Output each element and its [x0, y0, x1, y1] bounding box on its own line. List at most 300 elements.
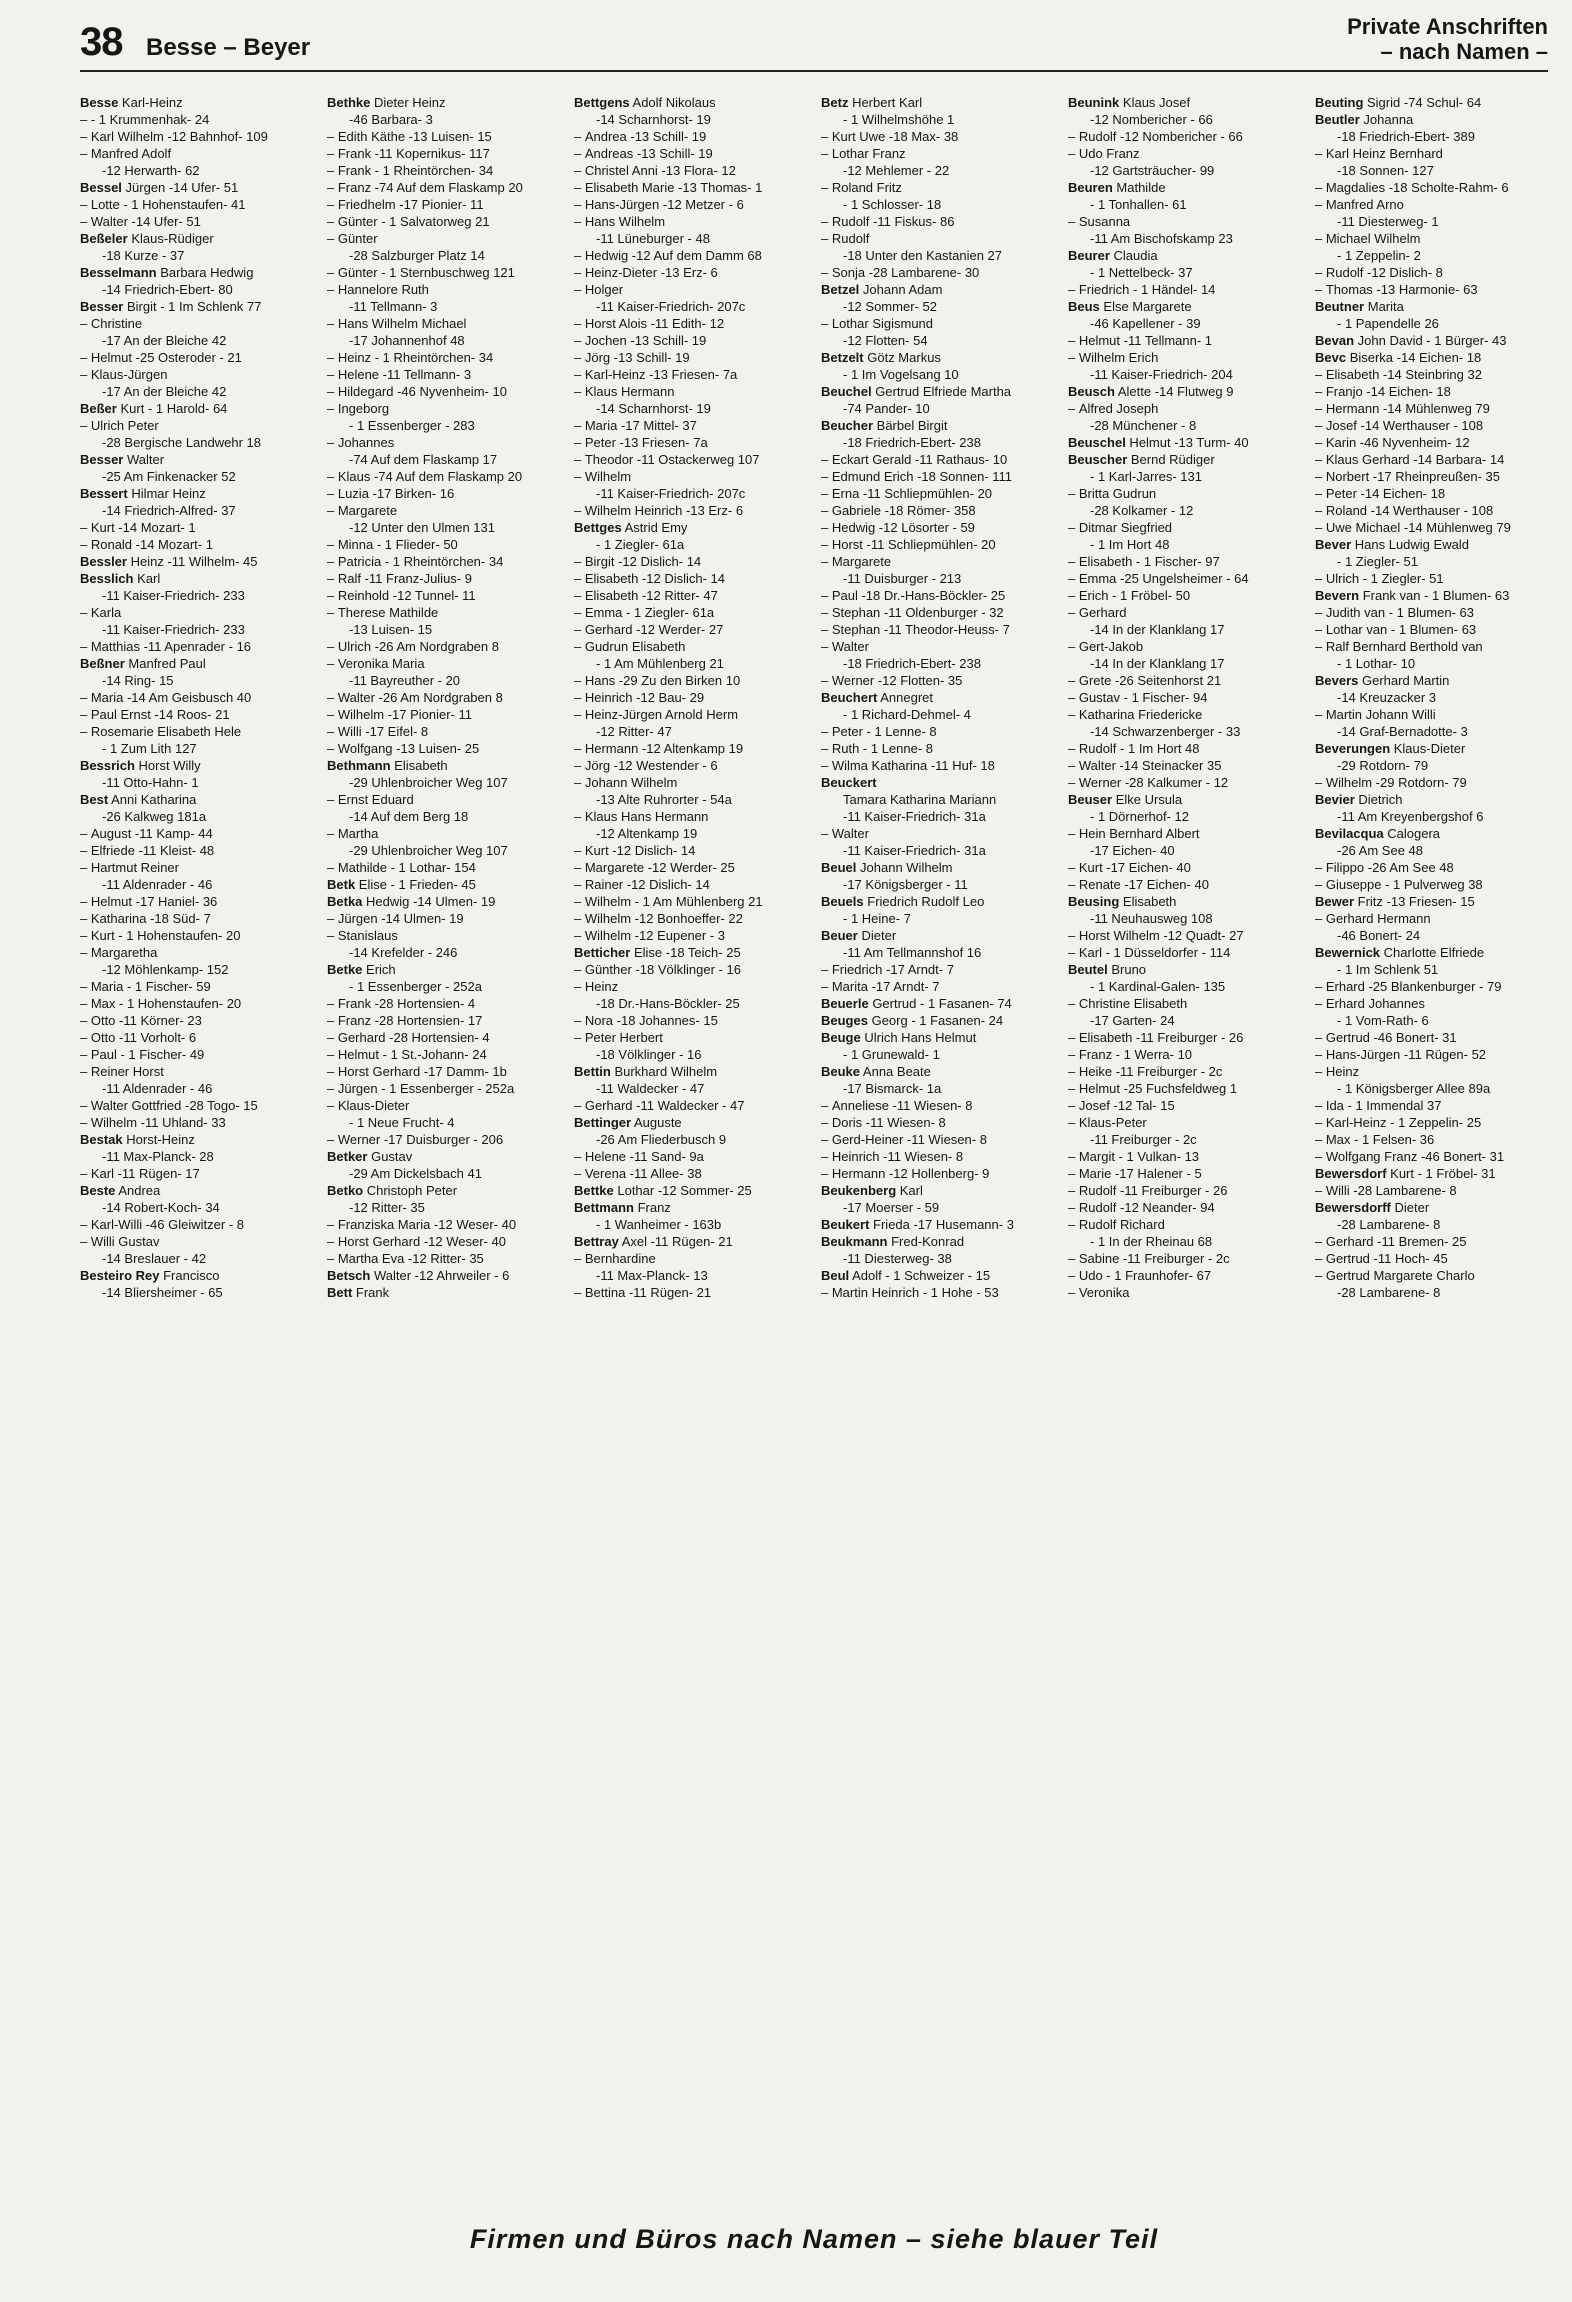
entry-detail: Horst Willy: [134, 758, 201, 773]
sub-entry: – Grete -26 Seitenhorst 21: [1068, 672, 1301, 689]
sub-entry: – Heike -11 Freiburger - 2c: [1068, 1063, 1301, 1080]
address-line: -17 Garten- 24: [1090, 1013, 1175, 1028]
sub-entry: – Elfriede -11 Kleist- 48: [80, 842, 313, 859]
surname-entry: [821, 281, 1054, 298]
sub-entry: – Josef -12 Tal- 15: [1068, 1097, 1301, 1114]
section-title: [1347, 14, 1548, 64]
sub-entry: – Stanislaus: [327, 927, 560, 944]
address-line: -28 Salzburger Platz 14: [349, 248, 485, 263]
sub-entry: – Karl-Heinz - 1 Zeppelin- 25: [1315, 1114, 1548, 1131]
entry-detail: Johann Adam: [859, 282, 943, 297]
sub-entry: – Horst Gerhard -12 Weser- 40: [327, 1233, 560, 1250]
sub-entry: – Helene -11 Sand- 9a: [574, 1148, 807, 1165]
address-line: -11 Neuhausweg 108: [1090, 911, 1213, 926]
sub-entry: – Verena -11 Allee- 38: [574, 1165, 807, 1182]
sub-entry: – Wilhelm -29 Rotdorn- 79: [1315, 774, 1548, 791]
sub-entry: – Wilhelm: [574, 468, 807, 485]
sub-entry: – Matthias -11 Apenrader - 16: [80, 638, 313, 655]
sub-entry: – Hans Wilhelm Michael: [327, 315, 560, 332]
surname: Betke: [327, 962, 363, 977]
surname-entry: [80, 264, 313, 281]
sub-entry: – Gabriele -18 Römer- 358: [821, 502, 1054, 519]
entry-detail: Friedrich Rudolf Leo: [863, 894, 985, 909]
address-line: -11 Aldenrader - 46: [102, 1081, 213, 1096]
address-line: -11 Am Tellmannshof 16: [843, 945, 982, 960]
surname-entry: [1068, 961, 1301, 978]
address-line: -13 Alte Ruhrorter - 54a: [596, 792, 732, 807]
sub-entry: – Gertrud Margarete Charlo: [1315, 1267, 1548, 1284]
address-line: - 1 Im Schlenk 51: [1337, 962, 1439, 977]
address-line: -12 Sommer- 52: [843, 299, 937, 314]
surname: Beverungen: [1315, 741, 1391, 756]
surname-entry: [80, 757, 313, 774]
address-line: - 1 Lothar- 10: [1337, 656, 1416, 671]
entry-detail: Christoph Peter: [363, 1183, 458, 1198]
sub-entry: – Rudolf -12 Neander- 94: [1068, 1199, 1301, 1216]
entry-detail: Karl: [133, 571, 161, 586]
surname: Bevc: [1315, 350, 1347, 365]
listing-column-6: [1315, 94, 1548, 2210]
surname: Beßner: [80, 656, 125, 671]
sub-entry: – Hans Wilhelm: [574, 213, 807, 230]
sub-entry: – Kurt - 1 Hohenstaufen- 20: [80, 927, 313, 944]
entry-detail: Alette -14 Flutweg 9: [1114, 384, 1234, 399]
sub-entry: – Erich - 1 Fröbel- 50: [1068, 587, 1301, 604]
sub-entry: – Walter -14 Steinacker 35: [1068, 757, 1301, 774]
address-line: -17 Moerser - 59: [843, 1200, 940, 1215]
entry-detail: Horst-Heinz: [122, 1132, 195, 1147]
surname-entry: [80, 230, 313, 247]
sub-entry: – Marita -17 Arndt- 7: [821, 978, 1054, 995]
entry-detail: Burkhard Wilhelm: [610, 1064, 718, 1079]
address-line: -11 Max-Planck- 28: [102, 1149, 214, 1164]
sub-entry: – Udo - 1 Fraunhofer- 67: [1068, 1267, 1301, 1284]
surname-entry: [80, 485, 313, 502]
sub-entry: – Rudolf -12 Nombericher - 66: [1068, 128, 1301, 145]
entry-detail: Kurt - 1 Fröbel- 31: [1386, 1166, 1496, 1181]
surname-entry: [1315, 536, 1548, 553]
entry-detail: Erich: [362, 962, 396, 977]
address-line: - 1 Wanheimer - 163b: [596, 1217, 722, 1232]
surname: Besser: [80, 452, 124, 467]
sub-entry: – Helmut - 1 St.-Johann- 24: [327, 1046, 560, 1063]
entry-detail: Gerhard Martin: [1358, 673, 1450, 688]
sub-entry: – Maria -14 Am Geisbusch 40: [80, 689, 313, 706]
address-line: - 1 Grunewald- 1: [843, 1047, 940, 1062]
surname: Betzelt: [821, 350, 864, 365]
sub-entry: – Hedwig -12 Lösorter - 59: [821, 519, 1054, 536]
address-line: -18 Dr.-Hans-Böckler- 25: [596, 996, 740, 1011]
surname: Bettmann: [574, 1200, 634, 1215]
address-line: -11 Waldecker - 47: [596, 1081, 705, 1096]
sub-entry: – Karl Wilhelm -12 Bahnhof- 109: [80, 128, 313, 145]
surname-entry: [821, 1029, 1054, 1046]
surname-entry: [1068, 434, 1301, 451]
address-line: -11 Diesterweg- 1: [1337, 214, 1439, 229]
address-line: -26 Am Fliederbusch 9: [596, 1132, 727, 1147]
surname: Beuting: [1315, 95, 1364, 110]
surname-entry: [821, 383, 1054, 400]
sub-entry: – Willi Gustav: [80, 1233, 313, 1250]
surname: Bevers: [1315, 673, 1359, 688]
surname-entry: [574, 519, 807, 536]
sub-entry: – Roland -14 Werthauser - 108: [1315, 502, 1548, 519]
sub-entry: – Manfred Adolf: [80, 145, 313, 162]
sub-entry: – Ralf -11 Franz-Julius- 9: [327, 570, 560, 587]
sub-entry: – Elisabeth -14 Steinbring 32: [1315, 366, 1548, 383]
sub-entry: – Sabine -11 Freiburger - 2c: [1068, 1250, 1301, 1267]
sub-entry: – Bettina -11 Rügen- 21: [574, 1284, 807, 1301]
sub-entry: – Frank -28 Hortensien- 4: [327, 995, 560, 1012]
listing-column-3: [574, 94, 807, 2210]
sub-entry: – Elisabeth -11 Freiburger - 26: [1068, 1029, 1301, 1046]
surname-entry: [821, 927, 1054, 944]
surname-entry: [80, 400, 313, 417]
sub-entry: – Karla: [80, 604, 313, 621]
sub-entry: – Jörg -12 Westender - 6: [574, 757, 807, 774]
sub-entry: – Reinhold -12 Tunnel- 11: [327, 587, 560, 604]
sub-entry: – Margit - 1 Vulkan- 13: [1068, 1148, 1301, 1165]
surname-entry: [80, 179, 313, 196]
footer-note: Firmen und Büros nach Namen – siehe blauer Teil: [469, 2224, 1159, 2254]
sub-entry: – Jürgen - 1 Essenberger - 252a: [327, 1080, 560, 1097]
sub-entry: – Rudolf - 1 Im Hort 48: [1068, 740, 1301, 757]
sub-entry: – Wilhelm -11 Uhland- 33: [80, 1114, 313, 1131]
address-line: -74 Auf dem Flaskamp 17: [349, 452, 498, 467]
surname: Beuren: [1068, 180, 1113, 195]
sub-entry: – Hermann -12 Hollenberg- 9: [821, 1165, 1054, 1182]
address-line: -18 Unter den Kastanien 27: [843, 248, 1002, 263]
sub-entry: – Hans-Jürgen -12 Metzer - 6: [574, 196, 807, 213]
surname-entry: [327, 1148, 560, 1165]
surname: Beuerle: [821, 996, 869, 1011]
entry-detail: Anni Katharina: [108, 792, 197, 807]
listing-column-1: [80, 94, 313, 2210]
surname: Bestak: [80, 1132, 123, 1147]
sub-entry: – Gerd-Heiner -11 Wiesen- 8: [821, 1131, 1054, 1148]
sub-entry: – Minna - 1 Flieder- 50: [327, 536, 560, 553]
sub-entry: – Werner -28 Kalkumer - 12: [1068, 774, 1301, 791]
address-line: -12 Möhlenkamp- 152: [102, 962, 229, 977]
surname-entry: [327, 893, 560, 910]
entry-detail: Fred-Konrad: [887, 1234, 965, 1249]
sub-entry: – Renate -17 Eichen- 40: [1068, 876, 1301, 893]
entry-detail: Franz: [633, 1200, 671, 1215]
surname-entry: [1068, 893, 1301, 910]
sub-entry: – Frank -11 Kopernikus- 117: [327, 145, 560, 162]
sub-entry: – Giuseppe - 1 Pulverweg 38: [1315, 876, 1548, 893]
sub-entry: – Karin -46 Nyvenheim- 12: [1315, 434, 1548, 451]
sub-entry: – Klaus -74 Auf dem Flaskamp 20: [327, 468, 560, 485]
surname: Beuels: [821, 894, 864, 909]
sub-entry: – Heinz: [574, 978, 807, 995]
entry-detail: Biserka -14 Eichen- 18: [1346, 350, 1482, 365]
address-line: -11 Bayreuther - 20: [349, 673, 461, 688]
address-line: - 1 Neue Frucht- 4: [349, 1115, 455, 1130]
sub-entry: – Hans -29 Zu den Birken 10: [574, 672, 807, 689]
surname-entry: [1068, 179, 1301, 196]
address-line: -18 Völklinger - 16: [596, 1047, 702, 1062]
entry-detail: Gertrud - 1 Fasanen- 74: [868, 996, 1012, 1011]
entry-detail: Elisabeth: [1119, 894, 1177, 909]
address-line: -18 Friedrich-Ebert- 238: [843, 656, 981, 671]
sub-entry: – Britta Gudrun: [1068, 485, 1301, 502]
surname-entry: [821, 1182, 1054, 1199]
entry-detail: Claudia: [1109, 248, 1158, 263]
surname-entry: [1068, 94, 1301, 111]
address-line: -28 Lambarene- 8: [1337, 1285, 1441, 1300]
sub-entry: – Kurt Uwe -18 Max- 38: [821, 128, 1054, 145]
surname-entry: [80, 298, 313, 315]
address-line: -11 Am Kreyenbergshof 6: [1337, 809, 1484, 824]
surname-entry: [574, 1114, 807, 1131]
surname: Bethmann: [327, 758, 391, 773]
surname-entry: [1315, 1199, 1548, 1216]
sub-entry: – Peter -13 Friesen- 7a: [574, 434, 807, 451]
sub-entry: – Elisabeth -12 Dislich- 14: [574, 570, 807, 587]
sub-entry: – Rudolf -11 Fiskus- 86: [821, 213, 1054, 230]
surname-entry: [1315, 111, 1548, 128]
sub-entry: – Rainer -12 Dislich- 14: [574, 876, 807, 893]
sub-entry: – Wilma Katharina -11 Huf- 18: [821, 757, 1054, 774]
entry-detail: Charlotte Elfriede: [1380, 945, 1485, 960]
entry-detail: Götz Markus: [863, 350, 941, 365]
surname-entry: [327, 94, 560, 111]
surname: Beuser: [1068, 792, 1113, 807]
sub-entry: – Josef -14 Werthauser - 108: [1315, 417, 1548, 434]
entry-detail: Jürgen -14 Ufer- 51: [121, 180, 239, 195]
sub-entry: – Franziska Maria -12 Weser- 40: [327, 1216, 560, 1233]
surname-entry: [80, 570, 313, 587]
entry-detail: Adolf - 1 Schweizer - 15: [849, 1268, 991, 1283]
surname: Bettinger: [574, 1115, 632, 1130]
sub-entry: – Helmut -11 Tellmann- 1: [1068, 332, 1301, 349]
sub-entry: – Hans-Jürgen -11 Rügen- 52: [1315, 1046, 1548, 1063]
surname: Beuel: [821, 860, 857, 875]
sub-entry: – Stephan -11 Oldenburger - 32: [821, 604, 1054, 621]
sub-entry: – Horst -11 Schliepmühlen- 20: [821, 536, 1054, 553]
address-line: -18 Kurze - 37: [102, 248, 185, 263]
sub-entry: – Franjo -14 Eichen- 18: [1315, 383, 1548, 400]
sub-entry: – Helmut -25 Osteroder - 21: [80, 349, 313, 366]
sub-entry: – Theodor -11 Ostackerweg 107: [574, 451, 807, 468]
surname-entry: [80, 94, 313, 111]
sub-entry: – Hein Bernhard Albert: [1068, 825, 1301, 842]
surname-entry: [80, 1267, 313, 1284]
address-line: -14 Scharnhorst- 19: [596, 401, 711, 416]
sub-entry: – Günter: [327, 230, 560, 247]
surname-entry: [80, 655, 313, 672]
sub-entry: – Karl - 1 Düsseldorfer - 114: [1068, 944, 1301, 961]
surname-entry: [1315, 1165, 1548, 1182]
surname-entry: [821, 349, 1054, 366]
entry-detail: Auguste: [631, 1115, 682, 1130]
surname-entry: [80, 451, 313, 468]
surname: Beuchert: [821, 690, 878, 705]
entry-detail: Heinz -11 Wilhelm- 45: [126, 554, 258, 569]
page-header: [80, 12, 1548, 72]
sub-entry: – Gustav - 1 Fischer- 94: [1068, 689, 1301, 706]
sub-entry: – Wolfgang Franz -46 Bonert- 31: [1315, 1148, 1548, 1165]
surname: Besslich: [80, 571, 134, 586]
sub-entry: – Ditmar Siegfried: [1068, 519, 1301, 536]
sub-entry: – Johann Wilhelm: [574, 774, 807, 791]
surname-entry: [821, 1063, 1054, 1080]
address-line: - 1 In der Rheinau 68: [1090, 1234, 1213, 1249]
sub-entry: – Gerhard Hermann: [1315, 910, 1548, 927]
surname: Bevier: [1315, 792, 1355, 807]
surname: Beutler: [1315, 112, 1360, 127]
sub-entry: – Rosemarie Elisabeth Hele: [80, 723, 313, 740]
sub-entry: – Ronald -14 Mozart- 1: [80, 536, 313, 553]
entry-detail: Sigrid -74 Schul- 64: [1363, 95, 1482, 110]
sub-entry: – - 1 Krummenhak- 24: [80, 111, 313, 128]
address-line: -14 Auf dem Berg 18: [349, 809, 469, 824]
address-line: -11 Tellmann- 3: [349, 299, 438, 314]
surname: Beus: [1068, 299, 1100, 314]
sub-entry: – Andreas -13 Schill- 19: [574, 145, 807, 162]
entry-detail: Francisco: [159, 1268, 220, 1283]
surname-entry: [327, 1267, 560, 1284]
address-line: -17 Johannenhof 48: [349, 333, 465, 348]
name-range: Besse – Beyer: [146, 34, 311, 61]
entry-detail: Walter -12 Ahrweiler - 6: [370, 1268, 510, 1283]
surname: Beurer: [1068, 248, 1110, 263]
address-line: - 1 Am Mühlenberg 21: [596, 656, 724, 671]
entry-detail: Dieter Heinz: [370, 95, 446, 110]
surname: Bett: [327, 1285, 353, 1300]
sub-entry: – Luzia -17 Birken- 16: [327, 485, 560, 502]
address-line: -12 Ritter- 47: [596, 724, 672, 739]
sub-entry: – Rudolf -12 Dislich- 8: [1315, 264, 1548, 281]
surname: Beuschel: [1068, 435, 1126, 450]
sub-entry: – Elisabeth -12 Ritter- 47: [574, 587, 807, 604]
entry-detail: Else Margarete: [1099, 299, 1192, 314]
entry-detail: Marita: [1364, 299, 1404, 314]
address-line: -11 Kaiser-Friedrich- 207c: [596, 486, 746, 501]
sub-entry: – Karl Heinz Bernhard: [1315, 145, 1548, 162]
surname: Beuckert: [821, 775, 877, 790]
sub-entry: – Paul - 1 Fischer- 49: [80, 1046, 313, 1063]
address-line: -12 Unter den Ulmen 131: [349, 520, 495, 535]
address-line: -46 Barbara- 3: [349, 112, 433, 127]
sub-entry: – Therese Mathilde: [327, 604, 560, 621]
address-line: -26 Am See 48: [1337, 843, 1423, 858]
surname: Beuer: [821, 928, 858, 943]
sub-entry: – Marie -17 Halener - 5: [1068, 1165, 1301, 1182]
sub-entry: – Norbert -17 Rheinpreußen- 35: [1315, 468, 1548, 485]
address-line: -12 Ritter- 35: [349, 1200, 425, 1215]
sub-entry: – Ruth - 1 Lenne- 8: [821, 740, 1054, 757]
sub-entry: – Hannelore Ruth: [327, 281, 560, 298]
address-line: -11 Kaiser-Friedrich- 204: [1090, 367, 1233, 382]
sub-entry: – Friedrich -17 Arndt- 7: [821, 961, 1054, 978]
address-line: -11 Freiburger - 2c: [1090, 1132, 1197, 1147]
address-line: - 1 Im Hort 48: [1090, 537, 1170, 552]
surname-entry: [1315, 944, 1548, 961]
surname: Bessler: [80, 554, 127, 569]
address-line: -18 Friedrich-Ebert- 389: [1337, 129, 1475, 144]
sub-entry: – Franz -28 Hortensien- 17: [327, 1012, 560, 1029]
address-line: - 1 Zeppelin- 2: [1337, 248, 1421, 263]
sub-entry: – Rudolf -11 Freiburger - 26: [1068, 1182, 1301, 1199]
address-line: - 1 Im Vogelsang 10: [843, 367, 959, 382]
entry-detail: Herbert Karl: [848, 95, 923, 110]
surname-entry: [1315, 94, 1548, 111]
sub-entry: – Lothar Sigismund: [821, 315, 1054, 332]
surname-entry: [1315, 740, 1548, 757]
sub-entry: – Klaus Gerhard -14 Barbara- 14: [1315, 451, 1548, 468]
surname-entry: [821, 893, 1054, 910]
sub-entry: – Helmut -17 Haniel- 36: [80, 893, 313, 910]
surname: Beucher: [821, 418, 874, 433]
surname-entry: [80, 791, 313, 808]
sub-entry: – Peter Herbert: [574, 1029, 807, 1046]
sub-entry: – Stephan -11 Theodor-Heuss- 7: [821, 621, 1054, 638]
sub-entry: – Willi -17 Eifel- 8: [327, 723, 560, 740]
entry-detail: Elise - 1 Frieden- 45: [355, 877, 476, 892]
surname-entry: [327, 757, 560, 774]
sub-entry: – Peter -14 Eichen- 18: [1315, 485, 1548, 502]
entry-detail: Bruno: [1107, 962, 1147, 977]
sub-entry: – Christine Elisabeth: [1068, 995, 1301, 1012]
sub-entry: – Ulrich Peter: [80, 417, 313, 434]
address-line: - 1 Dörnerhof- 12: [1090, 809, 1189, 824]
sub-entry: – Manfred Arno: [1315, 196, 1548, 213]
sub-entry: – Bernhardine: [574, 1250, 807, 1267]
sub-entry: – Hartmut Reiner: [80, 859, 313, 876]
sub-entry: – Gerhard -12 Werder- 27: [574, 621, 807, 638]
page-number: 38: [80, 20, 123, 64]
sub-entry: – Kurt -17 Eichen- 40: [1068, 859, 1301, 876]
surname-entry: [1315, 825, 1548, 842]
surname: Betz: [821, 95, 849, 110]
sub-entry: – Klaus-Dieter: [327, 1097, 560, 1114]
surname-entry: [821, 689, 1054, 706]
address-line: -12 Mehlemer - 22: [843, 163, 950, 178]
surname-entry: [821, 1267, 1054, 1284]
surname: Bever: [1315, 537, 1352, 552]
entry-detail: Karl: [896, 1183, 923, 1198]
entry-detail: Fritz -13 Friesen- 15: [1354, 894, 1475, 909]
sub-entry: – Ulrich -26 Am Nordgraben 8: [327, 638, 560, 655]
sub-entry: – Günter - 1 Sternbuschweg 121: [327, 264, 560, 281]
entry-detail: Walter: [123, 452, 165, 467]
sub-entry: – Sonja -28 Lambarene- 30: [821, 264, 1054, 281]
sub-entry: – Peter - 1 Lenne- 8: [821, 723, 1054, 740]
sub-entry: – Birgit -12 Dislich- 14: [574, 553, 807, 570]
surname-entry: [821, 859, 1054, 876]
surname-entry: [574, 1063, 807, 1080]
address-line: - 1 Heine- 7: [843, 911, 911, 926]
surname: Beuscher: [1068, 452, 1128, 467]
sub-entry: – Thomas -13 Harmonie- 63: [1315, 281, 1548, 298]
surname-entry: [1068, 298, 1301, 315]
address-line: -28 Kolkamer - 12: [1090, 503, 1194, 518]
sub-entry: – Hedwig -12 Auf dem Damm 68: [574, 247, 807, 264]
surname: Beuke: [821, 1064, 861, 1079]
surname: Bewersdorf: [1315, 1166, 1387, 1181]
address-line: -17 Eichen- 40: [1090, 843, 1175, 858]
entry-detail: Frank: [352, 1285, 390, 1300]
address-line: -14 Breslauer - 42: [102, 1251, 207, 1266]
sub-entry: – Wilhelm Erich: [1068, 349, 1301, 366]
sub-entry: – Emma - 1 Ziegler- 61a: [574, 604, 807, 621]
address-line: -11 Lüneburger - 48: [596, 231, 710, 246]
surname: Bettges: [574, 520, 622, 535]
sub-entry: – Friedrich - 1 Händel- 14: [1068, 281, 1301, 298]
address-line: -14 Ring- 15: [102, 673, 174, 688]
